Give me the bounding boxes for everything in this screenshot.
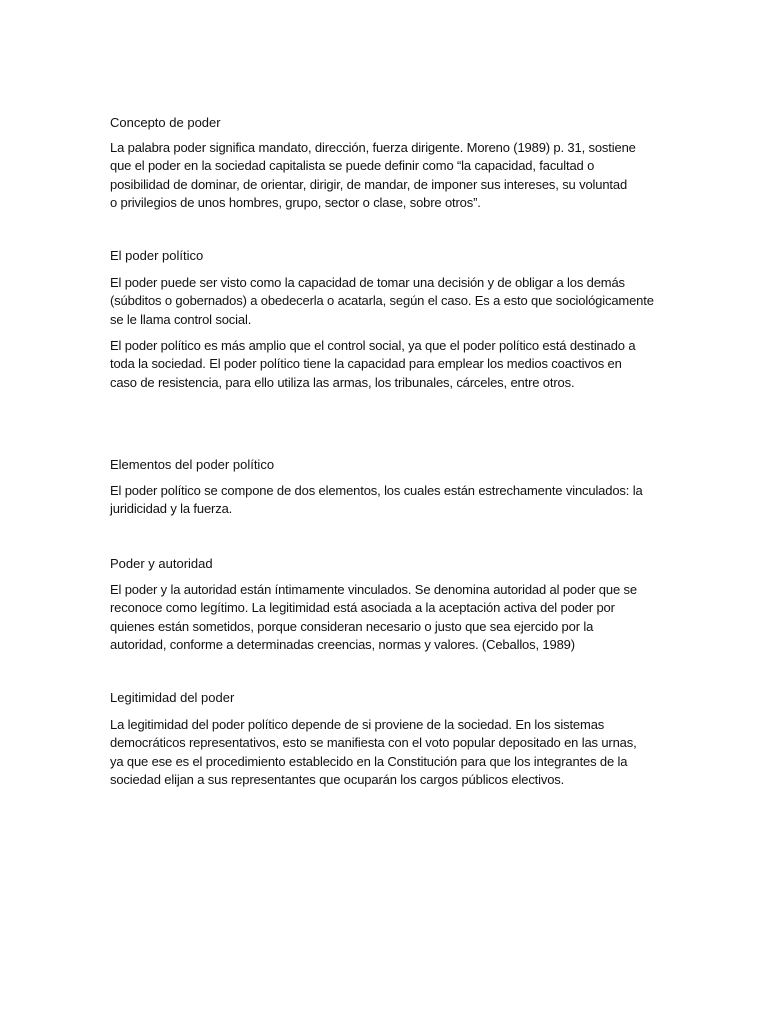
paragraph: El poder puede ser visto como la capacidad de tomar una decisión y de obligar a los demás (súbditos o gobernados) a obedecerla o acatarla, según el caso. Es a esto que sociológicamente se le llama control social. [110, 275, 654, 327]
section-heading: Elementos del poder político [110, 457, 275, 472]
section-heading: Poder y autoridad [110, 556, 213, 571]
section-heading: Legitimidad del poder [110, 690, 235, 705]
section-concepto-de-poder [110, 114, 660, 132]
paragraph: La legitimidad del poder político depende de si proviene de la sociedad. En los sistemas democráticos representativos, esto se manifiesta con el voto popular depositado en las urnas, ya que ese es el procedimiento establecido en la Constitución para que los integrantes de la sociedad elijan a sus representantes que ocuparán los cargos públicos electivos. [110, 717, 637, 787]
section-poder-y-autoridad [110, 555, 660, 573]
section-el-poder-politico-body-1 [110, 274, 660, 329]
section-legitimidad-body [110, 716, 660, 789]
section-heading: Concepto de poder [110, 115, 221, 130]
paragraph: El poder político es más amplio que el control social, ya que el poder político está destinado a toda la sociedad. El poder político tiene la capacidad para emplear los medios coactivos en caso de resistencia, para ello utiliza las armas, los tribunales, cárceles, entre otros. [110, 338, 636, 390]
section-elementos-body [110, 482, 660, 519]
section-elementos [110, 456, 660, 474]
paragraph: La palabra poder significa mandato, dirección, fuerza dirigente. Moreno (1989) p. 31, sostiene que el poder en la sociedad capitalista se puede definir como “la capacidad, facultad o posibilidad de dominar, de orientar, dirigir, de mandar, de imponer sus intereses, su voluntad o privilegios de unos hombres, grupo, sector o clase, sobre otros”. [110, 140, 636, 210]
section-legitimidad [110, 689, 660, 707]
paragraph: El poder y la autoridad están íntimamente vinculados. Se denomina autoridad al poder que se reconoce como legítimo. La legitimidad está asociada a la aceptación activa del poder por quienes están sometidos, porque consideran necesario o justo que sea ejercido por la autoridad, conforme a determinadas creencias, normas y valores. (Ceballos, 1989) [110, 582, 637, 652]
paragraph: El poder político se compone de dos elementos, los cuales están estrechamente vinculados: la juridicidad y la fuerza. [110, 483, 643, 517]
section-heading: El poder político [110, 248, 204, 263]
section-el-poder-politico [110, 247, 660, 265]
section-el-poder-politico-body-2 [110, 337, 660, 392]
section-poder-y-autoridad-body [110, 581, 660, 654]
section-concepto-body [110, 139, 660, 212]
